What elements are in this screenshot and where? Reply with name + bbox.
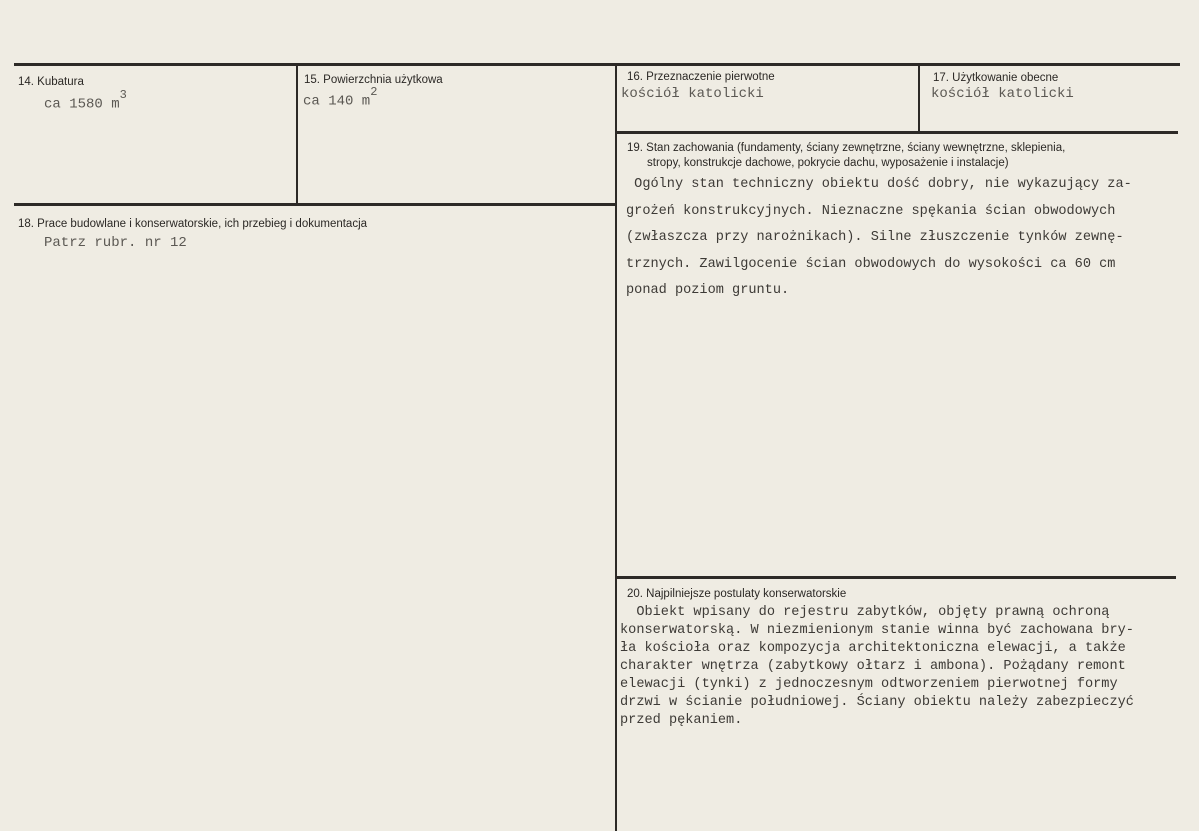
divider-16-17 — [918, 63, 920, 133]
field-20-line: elewacji (tynki) z jednoczesnym odtworzeniem pierwotnej formy — [620, 677, 1118, 692]
field-14-value-text: ca 1580 m — [44, 96, 120, 113]
field-19-line: grożeń konstrukcyjnych. Nieznaczne spękania ścian obwodowych — [626, 203, 1116, 219]
field-19-line: (zwłaszcza przy narożnikach). Silne złuszczenie tynków zewnę- — [626, 230, 1124, 245]
field-18-label: 18. Prace budowlane i konserwatorskie, ich przebieg i dokumentacja — [18, 218, 368, 230]
field-16-label: 16. Przeznaczenie pierwotne — [627, 71, 775, 83]
field-15-exponent: 2 — [370, 85, 378, 99]
rule-row2-left — [14, 203, 616, 206]
field-15-label: 15. Powierzchnia użytkowa — [304, 74, 443, 86]
divider-center — [615, 63, 617, 831]
field-20-line: ła kościoła oraz kompozycja architektoniczna elewacji, a także — [620, 641, 1126, 656]
field-17-label: 17. Użytkowanie obecne — [933, 72, 1059, 84]
field-20-line: przed pękaniem. — [620, 713, 743, 728]
rule-row2-right — [616, 131, 1178, 134]
field-17-value: kościół katolicki — [931, 86, 1074, 102]
field-20-line: Obiekt wpisany do rejestru zabytków, objęty prawną ochroną — [620, 605, 1110, 620]
field-20-line: charakter wnętrza (zabytkowy ołtarz i ambona). Pożądany remont — [620, 659, 1126, 674]
field-19-line: trznych. Zawilgocenie ścian obwodowych do wysokości ca 60 cm — [626, 256, 1116, 272]
field-15-value — [303, 85, 378, 110]
field-16-value: kościół katolicki — [621, 86, 764, 102]
field-20-label: 20. Najpilniejsze postulaty konserwatorskie — [627, 588, 847, 600]
top-rule — [14, 63, 1180, 66]
field-14-label: 14. Kubatura — [18, 76, 84, 88]
field-14-exponent: 3 — [119, 88, 127, 102]
field-20-line: konserwatorską. W niezmienionym stanie winna być zachowana bry- — [620, 623, 1134, 638]
field-20-text — [620, 604, 1134, 730]
field-19-line: ponad poziom gruntu. — [626, 283, 790, 298]
field-18-value: Patrz rubr. nr 12 — [44, 235, 187, 251]
field-19-label-line1: 19. Stan zachowania (fundamenty, ściany zewnętrzne, ściany wewnętrzne, sklepienia, — [627, 142, 1066, 154]
field-19-line: Ogólny stan techniczny obiektu dość dobry, nie wykazujący za- — [626, 177, 1132, 192]
field-19-text — [626, 172, 1132, 305]
divider-14-15 — [296, 63, 298, 205]
field-20-line: drzwi w ścianie południowej. Ściany obiektu należy zabezpieczyć — [620, 695, 1134, 710]
field-14-value — [44, 88, 127, 113]
field-19-label-line2: stropy, konstrukcje dachowe, pokrycie dachu, wyposażenie i instalacje) — [647, 157, 1009, 169]
field-15-value-text: ca 140 m — [303, 93, 371, 110]
rule-row3-right — [616, 576, 1176, 579]
